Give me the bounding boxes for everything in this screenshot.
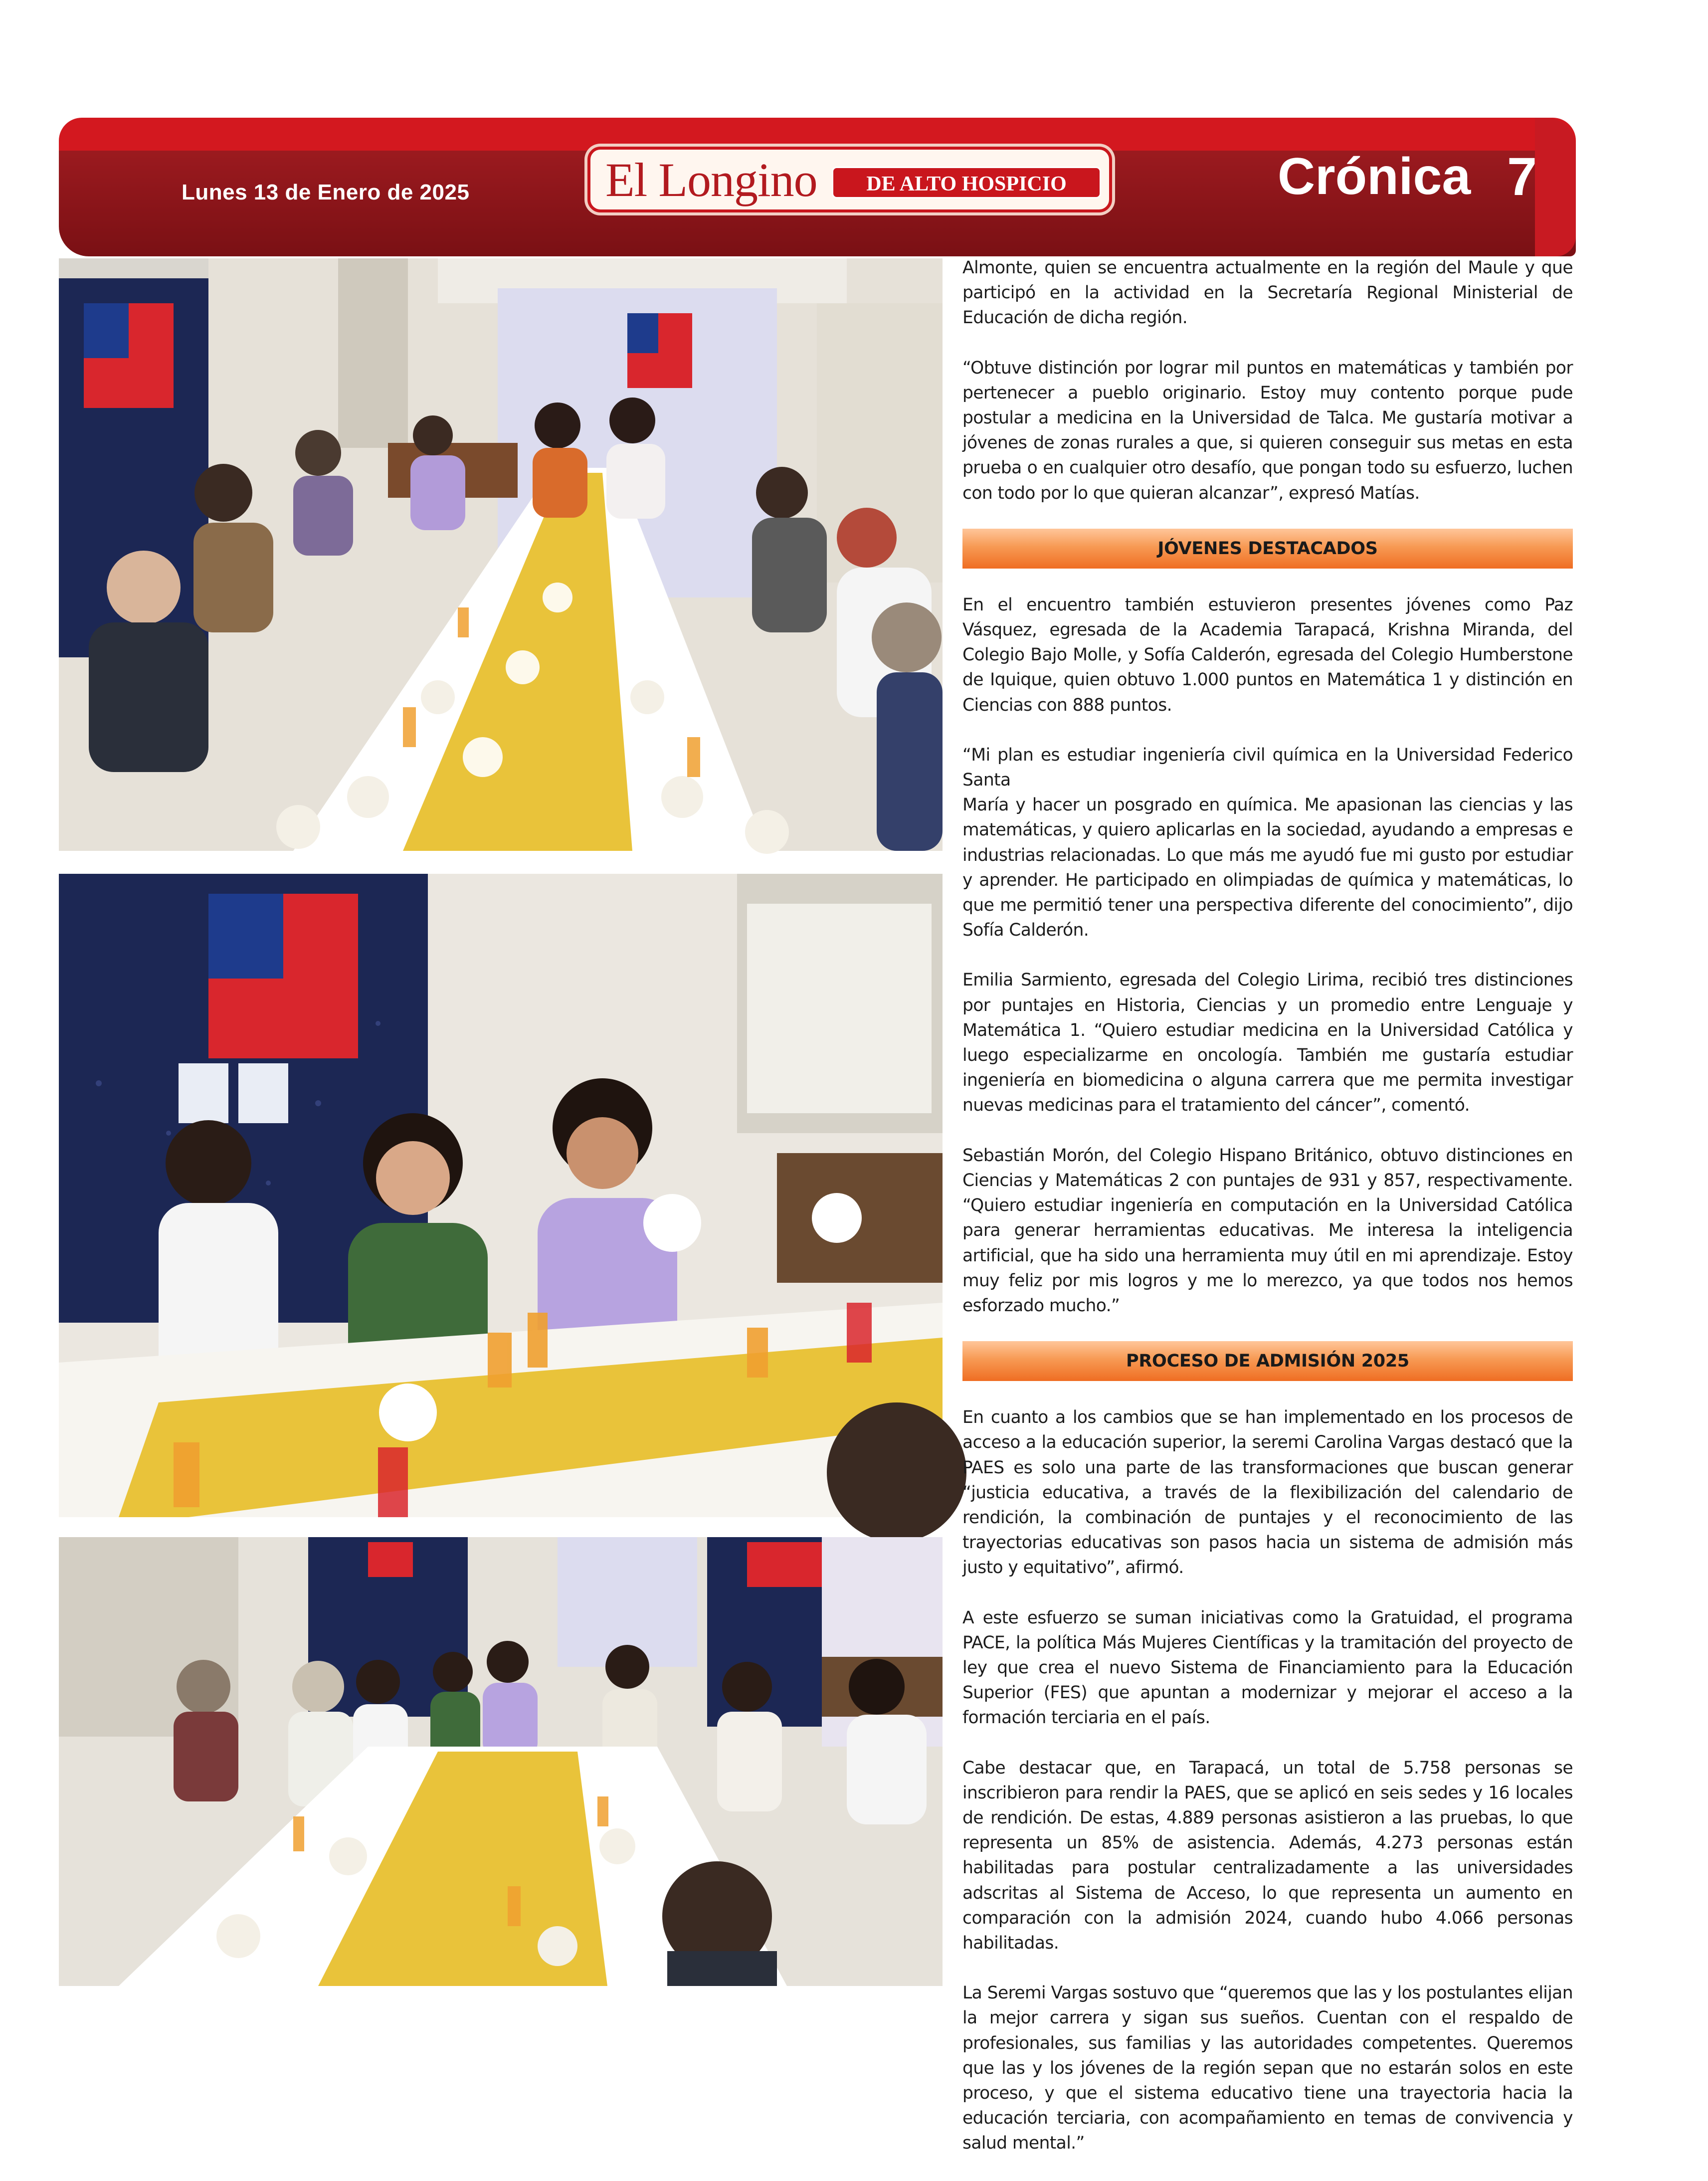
article-paragraph: En cuanto a los cambios que se han implementado en los procesos de acceso a la educación superior, la seremi Carolina Vargas destacó que la PAES es solo una parte de las transformaciones que buscan generar “justicia educativa, a través de la flexibilización del calendario de rendición, la combinación de puntajes y el reconocimiento de las trayectorias educativas son pasos hacia un sistema de admisión más justo y equitativo”, afirmó. bbox=[962, 1407, 1573, 1578]
article-paragraph: Emilia Sarmiento, egresada del Colegio Lirima, recibió tres distinciones por puntajes en Historia, Ciencias y un promedio entre Lenguaje y Matemática 1. “Quiero estudiar medicina en la Universidad Católica y luego especializarme en oncología. También me gustaría estudiar ingeniería en biomedicina o alguna carrera que me permita investigar nuevas medicinas para el tratamiento del cáncer”, comentó. bbox=[962, 970, 1573, 1116]
logo-subtitle: DE ALTO HOSPICIO bbox=[832, 167, 1101, 198]
article-paragraph: Cabe destacar que, en Tarapacá, un total de 5.758 personas se inscribieron para rendir la PAES, que se aplicó en seis sedes y 16 locales de rendición. De estas, 4.889 personas asistieron a las pruebas, lo que representa un 85% de asistencia. Además, 4.273 personas están habilitadas para postular centralizadamente a las universidades adscritas al Sistema de Acceso, lo que representa un aumento en comparación con la admisión 2024, cuando hubo 4.066 personas habilitadas. bbox=[962, 1758, 1573, 1953]
article-paragraph: “Obtuve distinción por lograr mil puntos en matemáticas y también por pertenecer a pueblo originario. Estoy muy contento porque pude postular a medicina en la Universidad de Talca. Me gustaría motivar a jóvenes de zonas rurales a que, si quieren conseguir sus metas en esta prueba o en cualquier otro desafío, que pongan todo su esfuerzo, luchen con todo por lo que quieran alcanzar”, expresó Matías. bbox=[962, 358, 1573, 503]
article-paragraph: María y hacer un posgrado en química. Me apasionan las ciencias y las matemáticas, y quiero aplicarlas en la sociedad, ayudando a empresas e industrias relacionadas. Lo que más me ayudó fue mi gusto por estudiar y aprender. He participado en olimpiadas de química y matemáticas, lo que me permitió tener una perspectiva diferente del conocimiento”, dijo Sofía Calderón. bbox=[962, 795, 1573, 941]
article-paragraph: La Seremi Vargas sostuvo que “queremos que las y los postulantes elijan la mejor carrera y sigan sus sueños. Cuentan con el respaldo de profesionales, sus familias y las autoridades competentes. Queremos que las y los jóvenes de la región sepan que no estarán solos en este proceso, y que el sistema educativo tiene una trayectoria hacia la educación terciaria, con acompañamiento en temas de convivencia y salud mental.” bbox=[962, 1983, 1573, 2154]
article-paragraph: Sebastián Morón, del Colegio Hispano Británico, obtuvo distinciones en Ciencias y Matemáticas 2 con puntajes de 931 y 857, respectivamente. “Quiero estudiar ingeniería en computación en la Universidad Católica para generar herramientas educativas. Me interesa la inteligencia artificial, que ha sido una herramienta muy útil en mi aprendizaje. Estoy muy feliz por mis logros y me lo merezco, ya que todos nos hemos esforzado mucho.” bbox=[962, 1145, 1573, 1316]
issue-date: Lunes 13 de Enero de 2025 bbox=[182, 180, 470, 204]
photo-3-illustration bbox=[59, 1537, 943, 1986]
newspaper-logo bbox=[587, 147, 1112, 212]
subhead-jovenes-destacados: JÓVENES DESTACADOS bbox=[962, 529, 1573, 569]
article-paragraph: Almonte, quien se encuentra actualmente en la región del Maule y que participó en la actividad en la Secretaría Regional Ministerial de Educación de dicha región. bbox=[962, 258, 1573, 328]
article-paragraph: A este esfuerzo se suman iniciativas como la Gratuidad, el programa PACE, la política Más Mujeres Científicas y la tramitación del proyecto de ley que crea el nuevo Sistema de Financiamiento para la Educación Superior (FES) que apuntan a modernizar y mejorar el acceso a la formación terciaria en el país. bbox=[962, 1607, 1573, 1728]
logo-title: El Longino bbox=[605, 153, 817, 206]
page-header bbox=[59, 118, 1576, 256]
photo-students-at-table bbox=[59, 874, 943, 1517]
page-number: 7 bbox=[1507, 146, 1537, 206]
photo-2-illustration bbox=[59, 874, 943, 1517]
article-column bbox=[962, 255, 1573, 2181]
header-band-edge bbox=[1535, 118, 1576, 256]
photo-1-illustration bbox=[59, 258, 943, 851]
article-paragraph: “Mi plan es estudiar ingeniería civil química en la Universidad Federico Santa bbox=[962, 745, 1573, 791]
photo-meeting-long-table bbox=[59, 258, 943, 851]
article-paragraph: En el encuentro también estuvieron presentes jóvenes como Paz Vásquez, egresada de la Academia Tarapacá, Krishna Miranda, del Colegio Bajo Molle, y Sofía Calderón, egresada del Colegio Humberstone de Iquique, quien obtuvo 1.000 puntos en Matemática 1 y distinción en Ciencias con 888 puntos. bbox=[962, 595, 1573, 715]
photo-group-around-table bbox=[59, 1537, 943, 1986]
section-name: Crónica bbox=[1278, 148, 1471, 205]
subhead-proceso-admision: PROCESO DE ADMISIÓN 2025 bbox=[962, 1341, 1573, 1381]
